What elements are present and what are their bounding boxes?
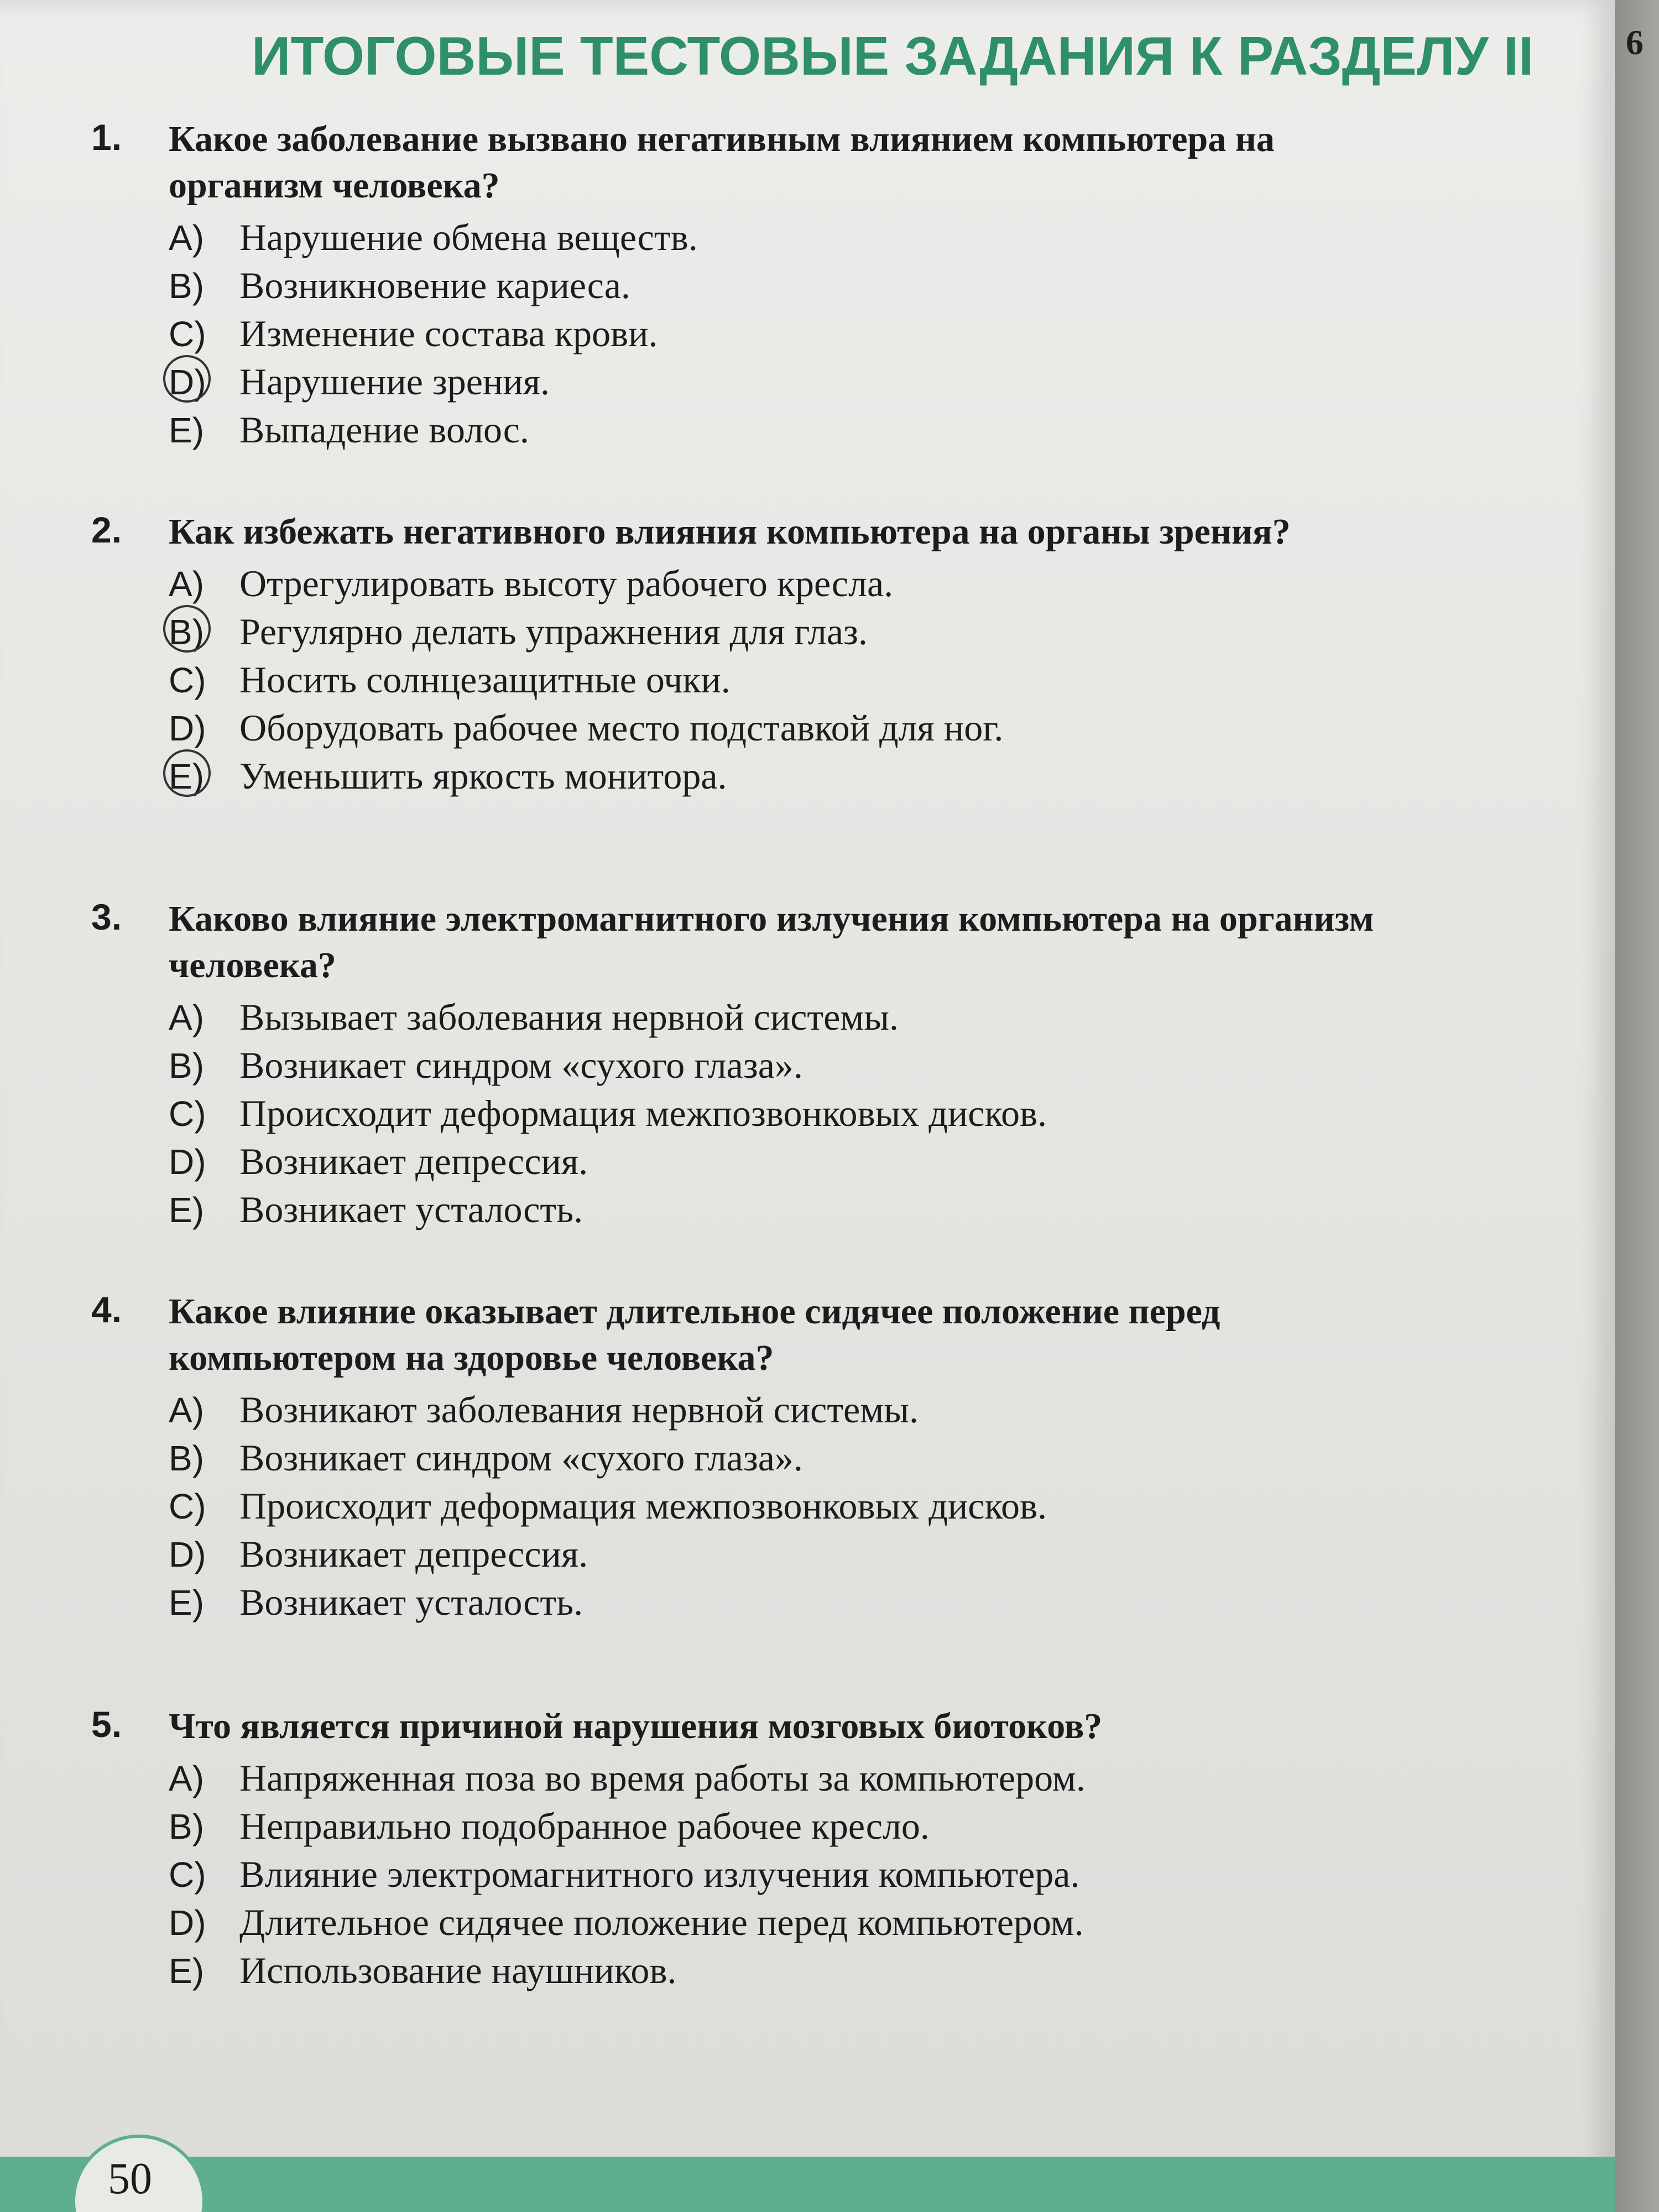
answer-option[interactable] (169, 1898, 1430, 1947)
answer-letter: E) (169, 1951, 204, 1991)
answer-letter: C) (169, 660, 206, 700)
answer-text: Возникает синдром «сухого глаза». (239, 1044, 803, 1086)
answer-text: Выпадение волос. (239, 409, 529, 451)
answer-list (169, 1386, 1430, 1626)
answer-option[interactable] (169, 656, 1430, 704)
page-number: 50 (108, 2154, 152, 2203)
answer-letter: E) (169, 753, 239, 800)
answer-option[interactable] (169, 1754, 1430, 1802)
answer-option[interactable] (169, 1041, 1430, 1089)
question-number: 2. (91, 509, 122, 550)
answer-option[interactable] (169, 1434, 1430, 1482)
answer-option[interactable] (169, 262, 1430, 310)
question-4 (91, 1288, 1430, 1626)
answer-text: Нарушение зрения. (239, 361, 550, 403)
answer-option[interactable] (169, 752, 1430, 800)
question-5 (91, 1703, 1430, 1995)
answer-text: Возникает депрессия. (239, 1140, 588, 1182)
answer-letter: A) (169, 218, 204, 258)
answer-text: Возникают заболевания нервной системы. (239, 1389, 919, 1431)
answer-text: Происходит деформация межпозвонковых дисков. (239, 1092, 1047, 1134)
answer-letter: A) (169, 1759, 204, 1798)
answer-option[interactable] (169, 1850, 1430, 1898)
answer-letter: D) (169, 708, 206, 748)
answer-text: Оборудовать рабочее место подставкой для ног. (239, 707, 1004, 749)
answer-text: Вызывает заболевания нервной системы. (239, 996, 899, 1038)
answer-letter: A) (169, 564, 204, 604)
question-text: Каково влияние электромагнитного излучения компьютера на организм человека? (169, 899, 1374, 985)
answer-text: Возникновение кариеса. (239, 264, 630, 306)
answer-list (169, 993, 1430, 1234)
answer-option[interactable] (169, 608, 1430, 656)
answer-text: Происходит деформация межпозвонковых дисков. (239, 1485, 1047, 1527)
answer-list (169, 560, 1430, 800)
answer-text: Возникает усталость. (239, 1188, 583, 1230)
question-3 (91, 896, 1430, 1234)
answer-text: Использование наушников. (239, 1949, 677, 1991)
answer-letter: D) (169, 1535, 206, 1574)
answer-letter: C) (169, 1486, 206, 1526)
section-title: ИТОГОВЫЕ ТЕСТОВЫЕ ЗАДАНИЯ К РАЗДЕЛУ II (252, 25, 1534, 86)
answer-option[interactable] (169, 1186, 1430, 1234)
answer-option[interactable] (169, 310, 1430, 358)
next-page-edge (1615, 0, 1659, 2212)
footer-green-strip (0, 2157, 1615, 2212)
question-2 (91, 509, 1430, 800)
pen-circle-mark (163, 355, 211, 403)
answer-letter: C) (169, 314, 206, 354)
answer-option[interactable] (169, 406, 1430, 454)
answer-option[interactable] (169, 1386, 1430, 1434)
question-text: Какое влияние оказывает длительное сидячее положение перед компьютером на здоровье человека? (169, 1291, 1220, 1378)
answer-text: Влияние электромагнитного излучения компьютера. (239, 1853, 1080, 1895)
answer-text: Возникает синдром «сухого глаза». (239, 1437, 803, 1479)
question-number: 4. (91, 1289, 122, 1330)
answer-letter: E) (169, 1190, 204, 1230)
answer-option[interactable] (169, 560, 1430, 608)
answer-option[interactable] (169, 1530, 1430, 1578)
pen-circle-mark (163, 749, 211, 797)
answer-option[interactable] (169, 1089, 1430, 1138)
question-text: Что является причиной нарушения мозговых биотоков? (169, 1706, 1103, 1746)
answer-text: Носить солнцезащитные очки. (239, 659, 731, 701)
answer-option[interactable] (169, 1138, 1430, 1186)
answer-letter: D) (169, 1903, 206, 1943)
answer-option[interactable] (169, 358, 1430, 406)
answer-letter: E) (169, 410, 204, 450)
question-text: Какое заболевание вызвано негативным влиянием компьютера на организм человека? (169, 119, 1275, 206)
answer-text: Нарушение обмена веществ. (239, 216, 698, 258)
answer-letter: B) (169, 1438, 204, 1478)
answer-text: Длительное сидячее положение перед компьютером. (239, 1901, 1084, 1943)
question-number: 3. (91, 896, 122, 937)
answer-option[interactable] (169, 213, 1430, 262)
answer-option[interactable] (169, 1482, 1430, 1530)
question-number: 5. (91, 1704, 122, 1745)
answer-text: Регулярно делать упражнения для глаз. (239, 611, 868, 653)
answer-letter: D) (169, 1142, 206, 1182)
answer-list (169, 1754, 1430, 1995)
answer-option[interactable] (169, 1947, 1430, 1995)
answer-letter: B) (169, 608, 239, 656)
answer-letter: B) (169, 1046, 204, 1086)
answer-option[interactable] (169, 1802, 1430, 1850)
answer-letter: C) (169, 1855, 206, 1895)
question-text: Как избежать негативного влияния компьютера на органы зрения? (169, 512, 1291, 552)
answer-letter: C) (169, 1094, 206, 1134)
answer-letter: B) (169, 1807, 204, 1846)
answer-text: Возникает депрессия. (239, 1533, 588, 1575)
answer-text: Возникает усталость. (239, 1581, 583, 1623)
answer-option[interactable] (169, 1578, 1430, 1626)
answer-letter: D) (169, 358, 239, 406)
answer-option[interactable] (169, 993, 1430, 1041)
answer-letter: A) (169, 998, 204, 1037)
question-number: 1. (91, 117, 122, 158)
question-1 (91, 116, 1430, 454)
answer-text: Изменение состава крови. (239, 312, 658, 354)
answer-text: Уменьшить яркость монитора. (239, 755, 727, 797)
answer-letter: B) (169, 266, 204, 306)
answer-text: Отрегулировать высоту рабочего кресла. (239, 562, 894, 604)
answer-option[interactable] (169, 704, 1430, 752)
answer-letter: E) (169, 1583, 204, 1623)
next-page-number: 6 (1626, 23, 1644, 62)
answer-letter: A) (169, 1390, 204, 1430)
answer-text: Неправильно подобранное рабочее кресло. (239, 1805, 930, 1847)
answer-text: Напряженная поза во время работы за компьютером. (239, 1757, 1086, 1799)
pen-circle-mark (163, 605, 211, 653)
answer-list (169, 213, 1430, 454)
